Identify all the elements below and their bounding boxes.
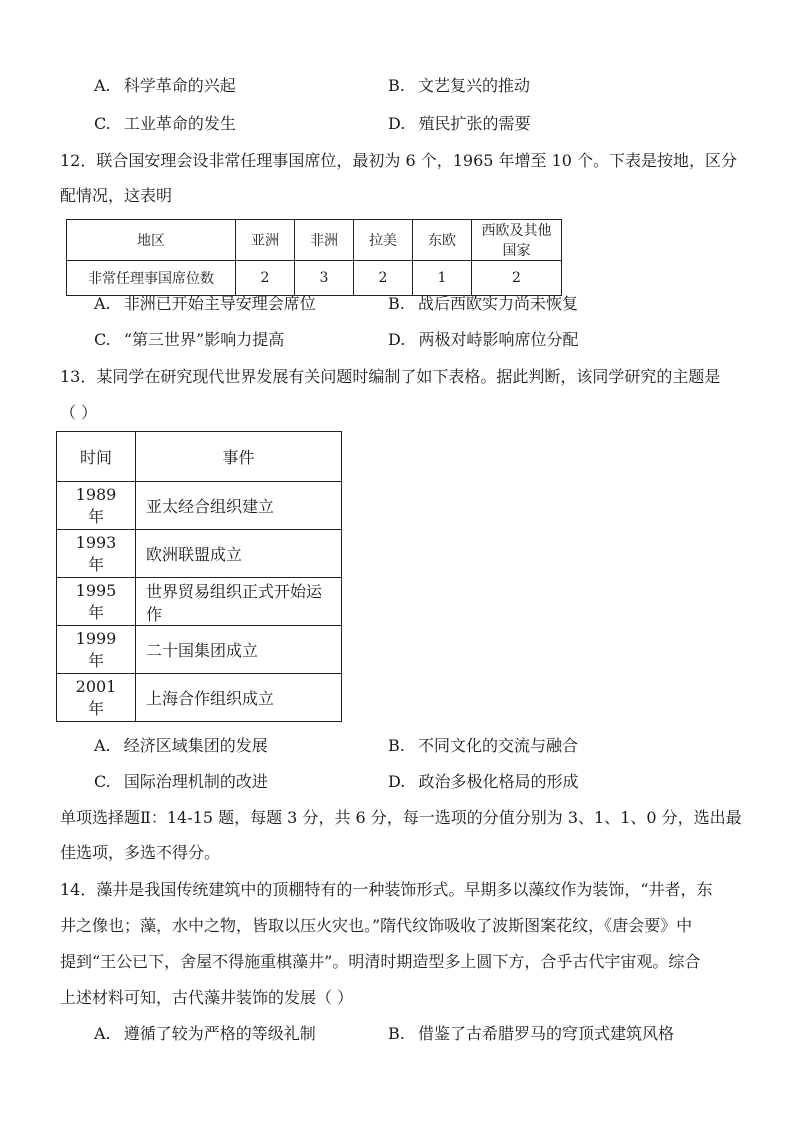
- table-header-row: [67, 220, 562, 261]
- option-text: 科学革命的兴起: [123, 76, 236, 95]
- table-row: [57, 578, 342, 626]
- table-cell: 3: [295, 261, 354, 296]
- option-label: A.: [94, 76, 111, 95]
- q12-option-c: [94, 330, 284, 350]
- table-cell: 1999 年: [57, 626, 136, 674]
- table-cell: 时间: [57, 432, 136, 482]
- option-label: B.: [388, 294, 405, 313]
- q11-option-c: [94, 114, 236, 134]
- option-label: B.: [388, 736, 405, 755]
- q14-option-a: [94, 1024, 316, 1044]
- q13-stem-line-1: 13．某同学在研究现代世界发展有关问题时编制了如下表格。据此判断，该同学研究的主题是: [60, 367, 721, 386]
- table-cell: 西欧及其他国家: [472, 220, 562, 261]
- q12-seat-table: [66, 219, 562, 296]
- table-cell: 1989 年: [57, 482, 136, 530]
- section-2-instructions-line-2: 佳选项，多选不得分。: [60, 843, 221, 862]
- q13-option-c: [94, 772, 268, 792]
- q13-option-b: [388, 736, 578, 756]
- option-text: 非洲已开始主导安理会席位: [123, 294, 316, 313]
- table-cell: 亚太经合组织建立: [136, 482, 342, 530]
- q12-option-d: [388, 330, 578, 350]
- option-label: C.: [94, 330, 111, 349]
- option-label: D.: [388, 114, 406, 133]
- table-cell: 欧洲联盟成立: [136, 530, 342, 578]
- q11-option-d: [388, 114, 530, 134]
- table-cell: 1995 年: [57, 578, 136, 626]
- table-row: [57, 674, 342, 722]
- table-row: [67, 261, 562, 296]
- q11-option-a: [94, 76, 236, 96]
- table-cell: 亚洲: [236, 220, 295, 261]
- table-cell: 1993 年: [57, 530, 136, 578]
- option-label: A.: [94, 294, 111, 313]
- table-cell: 拉美: [354, 220, 413, 261]
- q14-stem-line-1: 14．藻井是我国传统建筑中的顶棚特有的一种装饰形式。早期多以藻纹作为装饰，“井者，东: [60, 880, 713, 899]
- option-text: 政治多极化格局的形成: [418, 772, 579, 791]
- option-label: C.: [94, 114, 111, 133]
- table-cell: 2: [354, 261, 413, 296]
- q14-stem-line-3: 提到“王公已下，舍屋不得施重棋藻井”。明清时期造型多上圆下方，合乎古代宇宙观。综合: [60, 952, 701, 971]
- table-cell: 非洲: [295, 220, 354, 261]
- table-header-row: [57, 432, 342, 482]
- q14-stem-line-4: 上述材料可知，古代藻井装饰的发展（ ）: [60, 988, 354, 1007]
- option-text: 借鉴了古希腊罗马的穹顶式建筑风格: [417, 1024, 674, 1043]
- table-cell: 1: [413, 261, 472, 296]
- q11-option-b: [388, 76, 530, 96]
- q13-event-table: [56, 431, 342, 722]
- table-cell: 地区: [67, 220, 236, 261]
- option-label: B.: [388, 76, 405, 95]
- option-text: 国际治理机制的改进: [123, 772, 268, 791]
- option-label: B.: [388, 1024, 405, 1043]
- q12-stem-line-2: 配情况，这表明: [60, 186, 173, 205]
- option-label: D.: [388, 330, 406, 349]
- option-text: 工业革命的发生: [123, 114, 236, 133]
- table-cell: 非常任理事国席位数: [67, 261, 236, 296]
- table-cell: 2001 年: [57, 674, 136, 722]
- q13-option-d: [388, 772, 578, 792]
- section-2-instructions-line-1: 单项选择题Ⅱ：14-15 题，每题 3 分，共 6 分，每一选项的分值分别为 3、1、1、0 分，选出最: [60, 808, 742, 827]
- option-text: 经济区域集团的发展: [123, 736, 268, 755]
- option-label: D.: [388, 772, 406, 791]
- option-text: 殖民扩张的需要: [418, 114, 531, 133]
- table-cell: 二十国集团成立: [136, 626, 342, 674]
- option-text: “第三世界”影响力提高: [123, 330, 285, 349]
- option-text: 战后西欧实力尚未恢复: [417, 294, 578, 313]
- q14-option-b: [388, 1024, 674, 1044]
- table-row: [57, 482, 342, 530]
- q12-stem-line-1: 12．联合国安理会设非常任理事国席位，最初为 6 个，1965 年增至 10 个。下表是按地，区分: [60, 151, 738, 170]
- option-text: 文艺复兴的推动: [417, 76, 530, 95]
- option-label: C.: [94, 772, 111, 791]
- table-cell: 2: [472, 261, 562, 296]
- option-text: 遵循了较为严格的等级礼制: [123, 1024, 316, 1043]
- option-text: 不同文化的交流与融合: [417, 736, 578, 755]
- table-cell: 上海合作组织成立: [136, 674, 342, 722]
- q12-option-b: [388, 294, 578, 314]
- table-cell: 东欧: [413, 220, 472, 261]
- q12-option-a: [94, 294, 316, 314]
- option-label: A.: [94, 736, 111, 755]
- q14-stem-line-2: 井之像也；藻，水中之物，皆取以压火灾也。”隋代纹饰吸收了波斯图案花纹，《唐会要》中: [60, 916, 693, 935]
- option-text: 两极对峙影响席位分配: [418, 330, 579, 349]
- table-cell: 事件: [136, 432, 342, 482]
- table-cell: 2: [236, 261, 295, 296]
- table-row: [57, 530, 342, 578]
- table-row: [57, 626, 342, 674]
- q13-option-a: [94, 736, 268, 756]
- option-label: A.: [94, 1024, 111, 1043]
- table-cell: 世界贸易组织正式开始运作: [136, 578, 342, 626]
- q13-stem-line-2: （ ）: [60, 403, 98, 422]
